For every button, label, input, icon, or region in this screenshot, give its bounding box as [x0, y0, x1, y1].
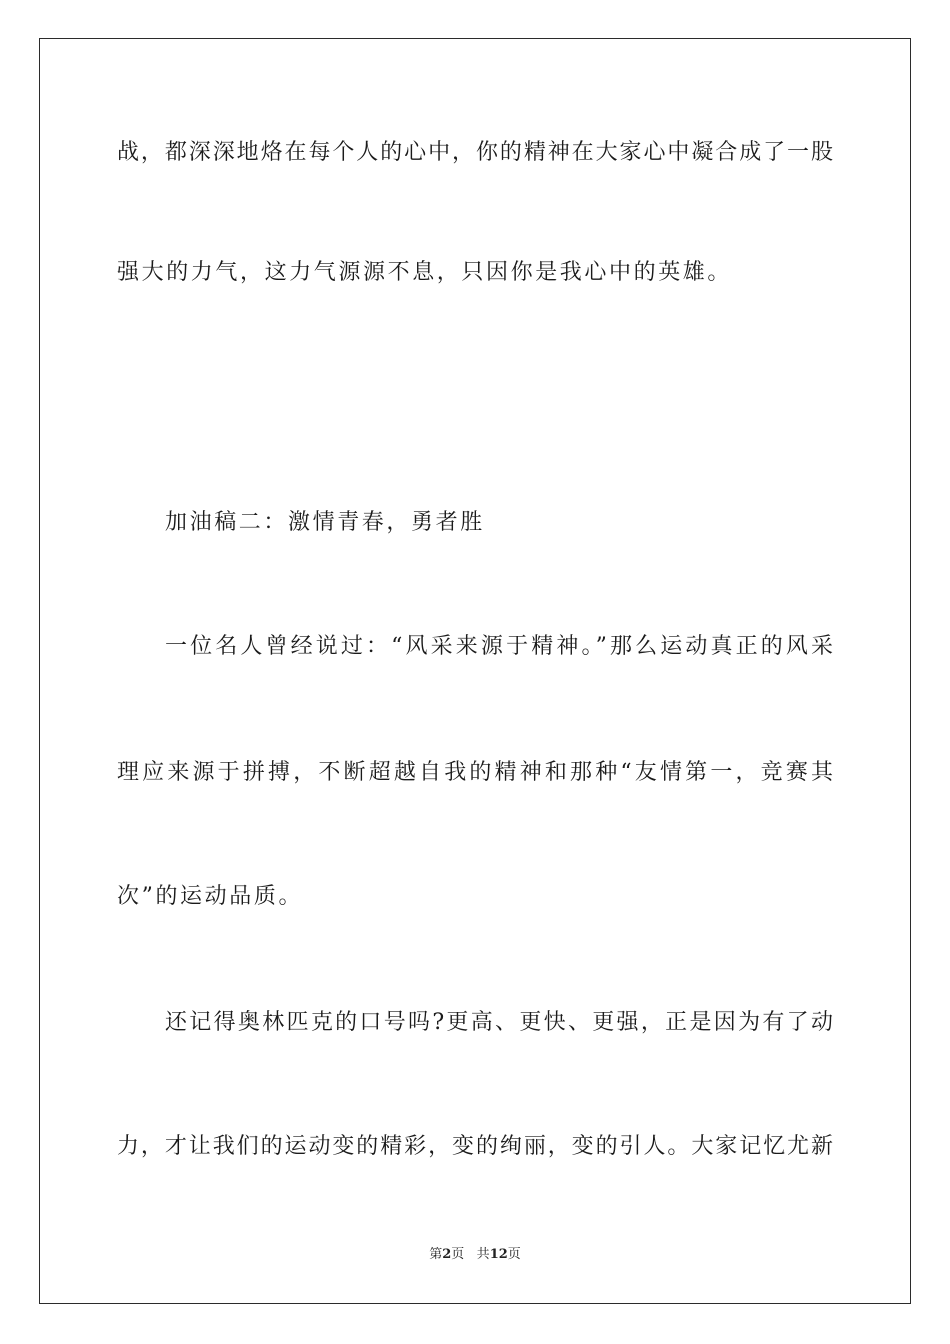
body-line-3: 一位名人曾经说过：“风采来源于精神。”那么运动真正的风采 [165, 634, 833, 659]
body-line-2: 强大的力气，这力气源源不息，只因你是我心中的英雄。 [117, 260, 733, 285]
page-border [39, 38, 911, 1304]
footer-page-suffix: 页 [451, 1247, 465, 1262]
body-line-5: 次”的运动品质。 [117, 884, 304, 909]
body-line-1: 战，都深深地烙在每个人的心中，你的精神在大家心中凝合成了一股 [117, 140, 833, 165]
footer-total-prefix: 共 [476, 1247, 490, 1262]
page-footer [0, 1246, 950, 1264]
footer-page-prefix: 第 [429, 1247, 443, 1262]
body-line-4: 理应来源于拼搏，不断超越自我的精神和那种“友情第一，竞赛其 [117, 760, 833, 785]
section-heading: 加油稿二：激情青春，勇者胜 [165, 510, 485, 535]
body-line-7: 力，才让我们的运动变的精彩，变的绚丽，变的引人。大家记忆尤新 [117, 1134, 833, 1159]
body-line-6: 还记得奥林匹克的口号吗?更高、更快、更强，正是因为有了动 [165, 1010, 833, 1035]
footer-total-pages: 12 [489, 1247, 508, 1262]
footer-total-suffix: 页 [507, 1247, 521, 1262]
footer-page-number: 2 [442, 1247, 452, 1262]
